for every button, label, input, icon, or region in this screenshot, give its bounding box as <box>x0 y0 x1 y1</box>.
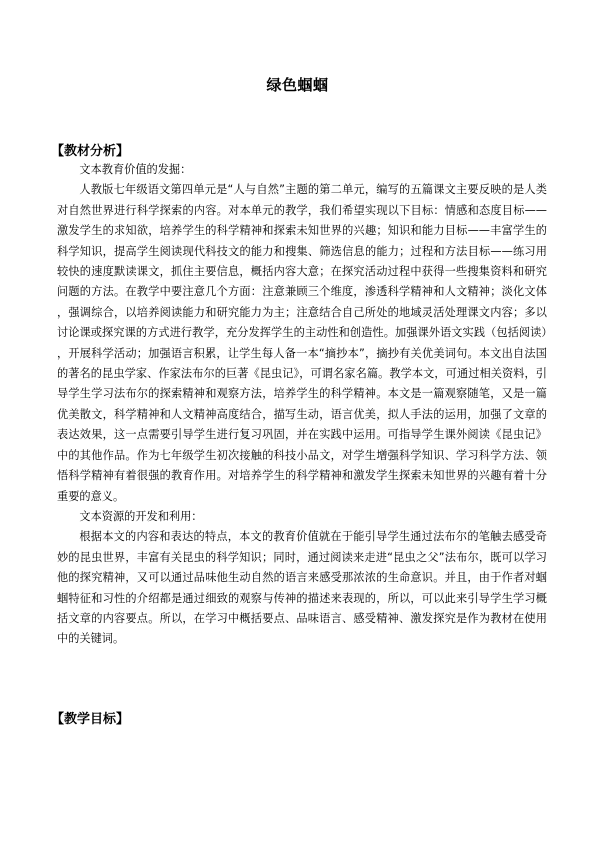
paragraph-subheading-educational-value: 文本教育价值的发掘： <box>79 163 192 176</box>
paragraph-subheading-resource-development: 文本资源的开发和利用： <box>79 509 203 523</box>
paragraph-educational-value: 人教版七年级语文第四单元是“人与自然”主题的第二单元，编写的五篇课文主要反映的是人类对自然世界进行科学探索的内容。对本单元的教学，我们希望实现以下目标：情感和态度目标——激发学生的求知欲，培养学生的科学精神和探索未知世界的兴趣；知识和能力目标——丰富学生的科学知识，提高学生阅读现代科技文的能力和搜集、筛选信息的能力；过程和方法目标——练习用较快的速度默读课文，抓住主要信息，概括内容大意；在探究活动过程中获得一些搜集资料和研究问题的方法。在教学中要注意几个方面：注意兼顾三个维度，渗透科学精神和人文精神；淡化文体，强调综合，以培养阅读能力和研究能力为主；注意结合自己所处的地域灵活处理课文内容；多以讨论课或探究课的方式进行教学，充分发挥学生的主动性和创造性。加强课外语文实践（包括阅读），开展科学活动；加强语言积累，让学生每人备一本“摘抄本”，摘抄有关优美词句。本文出自法国的著名的昆虫学家、作家法布尔的巨著《昆虫记》，可谓名家名篇。教学本文，可通过相关资料，引导学生学习法布尔的探索精神和观察方法，培养学生的科学精神。本文是一篇观察随笔，又是一篇优美散文，科学精神和人文精神高度结合，描写生动，语言优美，拟人手法的运用，加强了文章的表达效果，这一点需要引导学生进行复习巩固，并在实践中运用。可指导学生课外阅读《昆虫记》中的其他作品。作为七年级学生初次接触的科技小品文，对学生增强科学知识、学习科学方法、领悟科学精神有着很强的教育作用。对培养学生的科学精神和激发学生探索未知世界的兴趣有着十分重要的意义。 <box>57 183 547 503</box>
paragraph-resource-development: 根据本文的内容和表达的特点，本文的教育价值就在于能引导学生通过法布尔的笔触去感受奇妙的昆虫世界，丰富有关昆虫的科学知识；同时，通过阅读来走进“昆虫之父”法布尔，既可以学习他的探究精神，又可以通过品味他生动自然的语言来感受那浓浓的生命意识。并且，由于作者对蝈蝈特征和习性的介绍都是通过细致的观察与传神的描述来表现的，所以，可以此来引导学生学习概括文章的内容要点。所以，在学习中概括要点、品味语言、感受精神、激发探究是作为教材在使用中的关键词。 <box>57 530 547 646</box>
section-body-textbook-analysis <box>57 160 547 650</box>
section-heading-textbook-analysis: 【教材分析】 <box>51 144 130 159</box>
section-heading-teaching-goals: 【教学目标】 <box>51 712 130 727</box>
document-title: 绿色蝈蝈 <box>266 76 329 94</box>
